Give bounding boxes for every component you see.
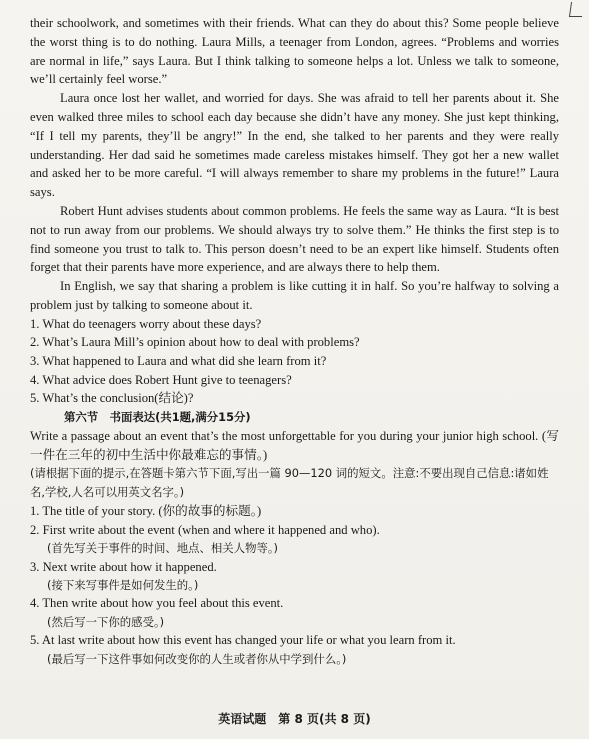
writing-item: 2. First write about the event (when and where it happened and who).: [30, 522, 380, 537]
question-list: [30, 315, 559, 408]
writing-item-hint: (最后写一下这件事如何改变你的人生或者你从中学到什么。): [47, 651, 347, 666]
writing-item-hint: (首先写关于事件的时间、地点、相关人物等。): [47, 541, 279, 556]
writing-item: 5. At last write about how this event has changed your life or what you learn from it.: [30, 633, 456, 648]
passage-paragraph-4: In English, we say that sharing a problem is like cutting it in half. So you’re halfway to solving a problem just by talking to someone about it.: [30, 279, 559, 312]
writing-section: [30, 408, 559, 668]
passage-paragraph-1: their schoolwork, and sometimes with their friends. What can they do about this? Some people believe the worst thing is to do nothing. Laura Mills, a teenager from London, agrees. “Problems and worries are normal in life,” says Laura. But I think talking to someone helps a lot. Unless we talk to someone, we’ll certainly feel worse.”: [30, 16, 559, 87]
writing-item: 1. The title of your story. (你的故事的标题。): [30, 504, 262, 519]
page-footer: 英语试题 第 8 页(共 8 页): [218, 712, 371, 726]
section-title: 第六节 书面表达(共1题,满分15分): [64, 409, 251, 424]
question-item: 5. What’s the conclusion(结论)?: [30, 391, 194, 406]
writing-instruction: (请根据下面的提示,在答题卡第六节下面,写出一篇 90—120 词的短文。注意:不要出现自己信息:诸如姓名,学校,人名可以用英文名字。): [30, 466, 549, 500]
passage-paragraph-3: Robert Hunt advises students about common problems. He feels the same way as Laura. “It is best not to run away from our problems. We should always try to solve them.” He thinks the first step is to find someone you trust to talk to. This person doesn’t need to be an expert like himself. Students often forget that their parents have more experience, and are always there to help them.: [30, 203, 559, 275]
writing-item-hint: (然后写一下你的感受。): [47, 614, 165, 629]
writing-item-hint: (接下来写事件是如何发生的。): [47, 577, 199, 592]
question-item: 4. What advice does Robert Hunt give to teenagers?: [30, 372, 292, 387]
question-item: 2. What’s Laura Mill’s opinion about how to deal with problems?: [30, 335, 360, 350]
writing-item: 4. Then write about how you feel about this event.: [30, 596, 284, 611]
corner-mark: [569, 2, 584, 17]
writing-item: 3. Next write about how it happened.: [30, 559, 217, 574]
writing-prompt: Write a passage about an event that’s the most unforgettable for you during your junior high school. (写一件在三年的初中生活中你最难忘的事情。): [30, 428, 559, 462]
question-item: 1. What do teenagers worry about these days?: [30, 316, 262, 331]
passage-paragraph-2: Laura once lost her wallet, and worried for days. She was afraid to tell her parents about it. She even walked three miles to school each day because she didn’t have any money. She just kept thinking, “If I tell my parents, they’ll be angry!” In the end, she talked to her parents and they were really understanding. Her dad said he sometimes made careless mistakes himself. They got her a new wallet and asked her to be more careful. “I will always remember to share my problems in the future!” Laura says.: [30, 91, 559, 200]
reading-passage: [30, 14, 559, 315]
writing-items: [30, 502, 559, 668]
question-item: 3. What happened to Laura and what did she learn from it?: [30, 353, 327, 368]
